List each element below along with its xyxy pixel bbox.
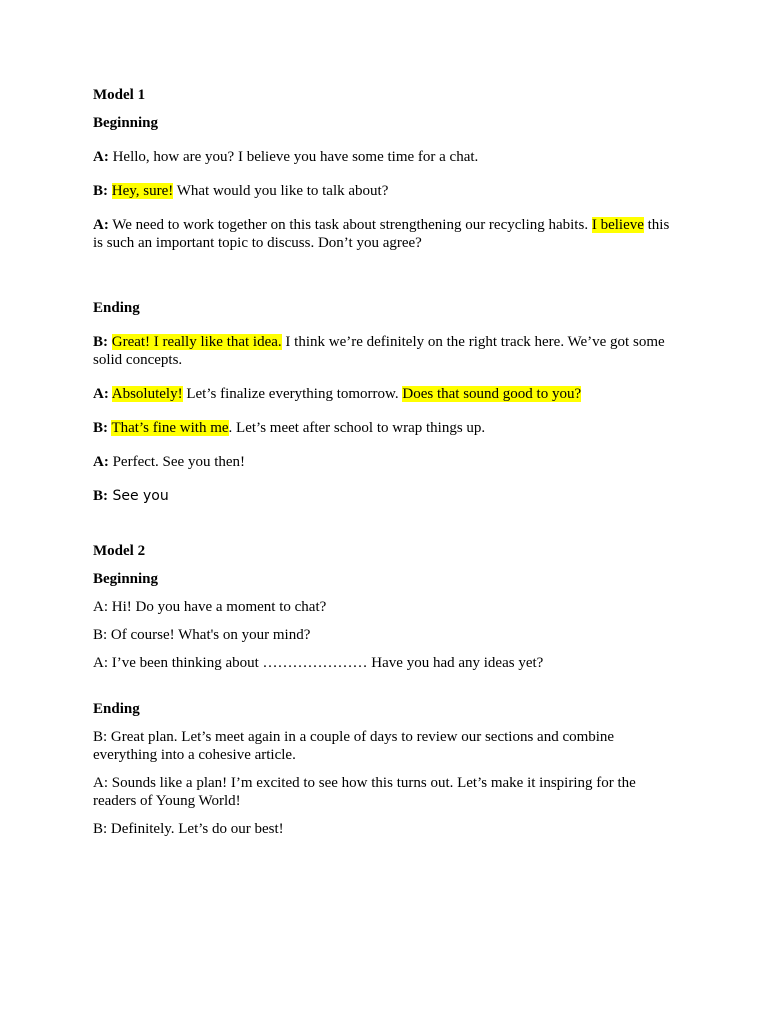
highlighted-phrase: That’s fine with me	[111, 420, 229, 436]
line-text: We need to work together on this task about strengthening our recycling habits.	[108, 217, 592, 233]
dialogue-line: A: Sounds like a plan! I’m excited to see how this turns out. Let’s make it inspiring for the readers of Young World!	[93, 775, 636, 809]
dialogue-line: A: I’ve been thinking about ………………… Have you had any ideas yet?	[93, 655, 544, 671]
dialogue-line	[93, 182, 673, 200]
line-text: . Let’s meet after school to wrap things up.	[228, 420, 486, 436]
dialogue-line	[93, 487, 673, 505]
dialogue-line: B: Great plan. Let’s meet again in a couple of days to review our sections and combine everything into a cohesive article.	[93, 729, 615, 763]
model1-ending	[93, 333, 673, 505]
speaker-label: B:	[93, 488, 108, 504]
dialogue-line: B: Of course! What's on your mind?	[93, 627, 311, 643]
model2-beginning	[93, 598, 673, 672]
speaker-label: A:	[93, 454, 109, 470]
document-page	[93, 86, 673, 838]
highlighted-phrase: Hey, sure!	[111, 183, 174, 199]
model2-ending	[93, 728, 673, 838]
speaker-label: A:	[93, 149, 109, 165]
model2-ending-heading: Ending	[93, 701, 140, 717]
dialogue-line: B: Definitely. Let’s do our best!	[93, 821, 284, 837]
model1-beginning-heading: Beginning	[93, 115, 159, 131]
line-text: this is such an important topic to discuss. Don’t you agree?	[93, 217, 670, 251]
highlighted-phrase: I believe	[591, 217, 644, 233]
highlighted-phrase: Does that sound good to you?	[402, 386, 582, 402]
speaker-label: B:	[93, 334, 108, 350]
dialogue-line	[93, 148, 673, 166]
speaker-label: B:	[93, 183, 108, 199]
dialogue-line: A: Hi! Do you have a moment to chat?	[93, 599, 327, 615]
model1-ending-heading: Ending	[93, 300, 140, 316]
speaker-label: A:	[93, 386, 109, 402]
model2-beginning-heading: Beginning	[93, 571, 159, 587]
line-text: What would you like to talk about?	[173, 183, 389, 199]
dialogue-line	[93, 333, 673, 369]
line-text: Let’s finalize everything tomorrow.	[182, 386, 403, 402]
highlighted-phrase: Absolutely!	[111, 386, 183, 402]
line-text: Hello, how are you? I believe you have some time for a chat.	[108, 149, 479, 165]
speaker-label: A:	[93, 217, 109, 233]
model1-beginning	[93, 148, 673, 252]
line-text: See you	[108, 488, 169, 504]
speaker-label: B:	[93, 420, 108, 436]
dialogue-line	[93, 453, 673, 471]
dialogue-line	[93, 385, 673, 403]
highlighted-phrase: Great! I really like that idea.	[111, 334, 282, 350]
dialogue-line	[93, 419, 673, 437]
dialogue-line	[93, 216, 673, 252]
model2-title: Model 2	[93, 543, 146, 559]
line-text: I think we’re definitely on the right track here. We’ve got some solid concepts.	[93, 334, 665, 368]
model1-title: Model 1	[93, 87, 146, 103]
line-text: Perfect. See you then!	[108, 454, 246, 470]
